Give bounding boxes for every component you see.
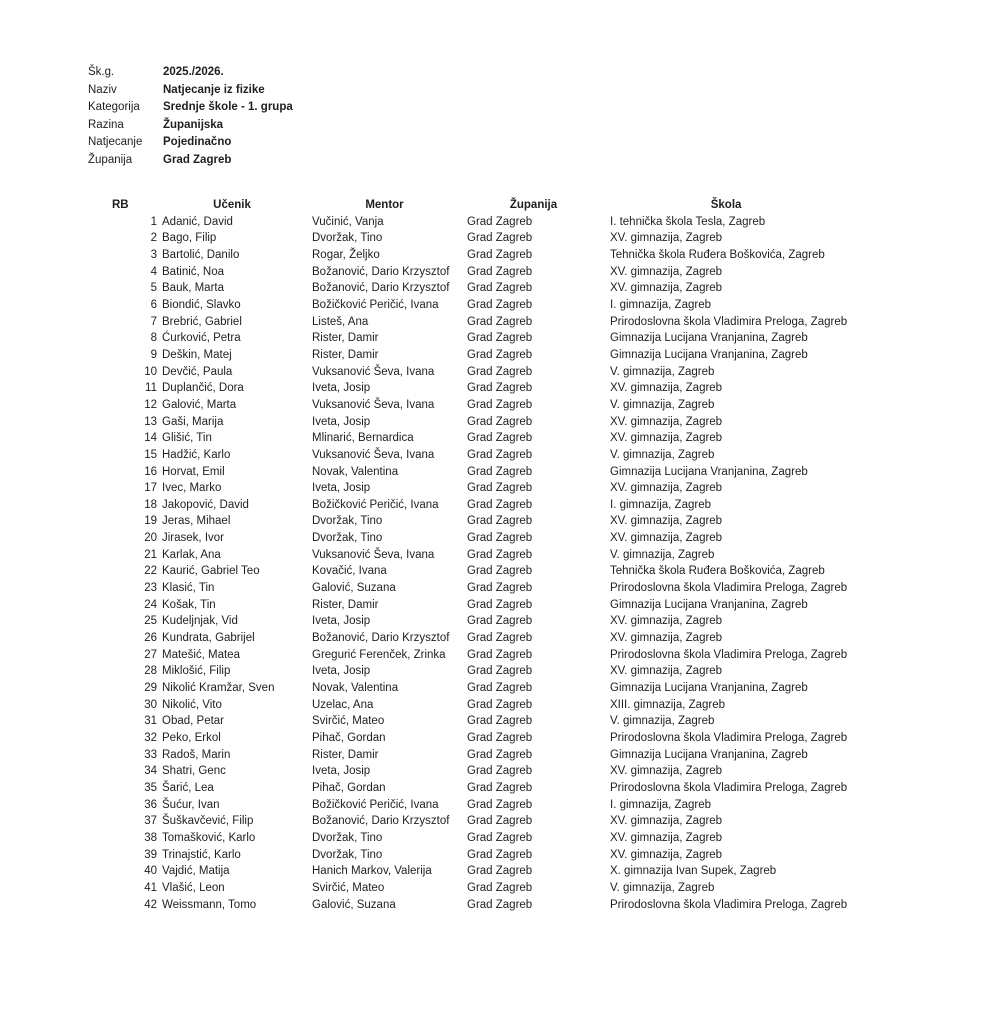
cell-zupanija: Grad Zagreb: [467, 315, 533, 328]
cell-mentor: Dvoržak, Tino: [312, 232, 383, 245]
table-row: [107, 647, 847, 664]
cell-ucenik: Šuškavčević, Filip: [162, 815, 254, 828]
cell-ucenik: Glišić, Tin: [162, 432, 212, 445]
cell-mentor: Mlinarić, Bernardica: [312, 432, 414, 445]
table-row: [107, 880, 847, 897]
table-row: [107, 264, 847, 281]
cell-mentor: Listeš, Ana: [312, 315, 369, 328]
cell-zupanija: Grad Zagreb: [467, 748, 533, 761]
cell-skola: Prirodoslovna škola Vladimira Preloga, Zagreb: [610, 781, 848, 794]
cell-mentor: Novak, Valentina: [312, 682, 399, 695]
table-row: [107, 230, 847, 247]
cell-zupanija: Grad Zagreb: [467, 498, 533, 511]
cell-rb: 35: [144, 781, 157, 794]
cell-skola: XV. gimnazija, Zagreb: [610, 848, 723, 861]
cell-mentor: Galović, Suzana: [312, 898, 396, 911]
meta-row: [88, 152, 293, 170]
cell-ucenik: Nikolić, Vito: [162, 698, 222, 711]
cell-zupanija: Grad Zagreb: [467, 848, 533, 861]
cell-ucenik: Duplančić, Dora: [162, 382, 244, 395]
table-header-row: [107, 197, 847, 214]
cell-mentor: Božanović, Dario Krzysztof: [312, 632, 450, 645]
cell-zupanija: Grad Zagreb: [467, 582, 533, 595]
cell-zupanija: Grad Zagreb: [467, 615, 533, 628]
cell-mentor: Pihač, Gordan: [312, 732, 386, 744]
cell-mentor: Božanović, Dario Krzysztof: [312, 815, 450, 828]
cell-zupanija: Grad Zagreb: [467, 831, 533, 844]
cell-mentor: Novak, Valentina: [312, 465, 399, 478]
cell-mentor: Božičković Peričić, Ivana: [312, 498, 439, 511]
cell-mentor: Iveta, Josip: [312, 765, 371, 778]
cell-skola: Gimnazija Lucijana Vranjanina, Zagreb: [610, 748, 808, 761]
meta-label: Razina: [88, 118, 124, 131]
cell-ucenik: Kudeljnjak, Vid: [162, 615, 238, 628]
cell-ucenik: Bauk, Marta: [162, 282, 224, 295]
cell-mentor: Vučinić, Vanja: [312, 215, 384, 228]
cell-zupanija: Grad Zagreb: [467, 415, 533, 428]
cell-skola: XV. gimnazija, Zagreb: [610, 515, 723, 528]
cell-mentor: Vuksanović Ševa, Ivana: [312, 398, 435, 411]
cell-ucenik: Trinajstić, Karlo: [162, 848, 241, 861]
table-row: [107, 464, 847, 481]
cell-mentor: Iveta, Josip: [312, 382, 371, 395]
cell-zupanija: Grad Zagreb: [467, 665, 533, 678]
table-row: [107, 563, 847, 580]
meta-label: Naziv: [88, 83, 117, 96]
cell-zupanija: Grad Zagreb: [467, 765, 533, 778]
cell-zupanija: Grad Zagreb: [467, 898, 533, 911]
cell-zupanija: Grad Zagreb: [467, 632, 533, 645]
cell-skola: XV. gimnazija, Zagreb: [610, 665, 723, 678]
cell-ucenik: Galović, Marta: [162, 398, 237, 411]
col-header-ucenik: Učenik: [213, 199, 251, 211]
cell-zupanija: Grad Zagreb: [467, 265, 533, 278]
results-section: [107, 197, 847, 913]
cell-ucenik: Šućur, Ivan: [162, 798, 220, 811]
cell-ucenik: Hadžić, Karlo: [162, 448, 231, 461]
cell-zupanija: Grad Zagreb: [467, 698, 533, 711]
cell-mentor: Svirčić, Mateo: [312, 881, 385, 894]
cell-skola: Prirodoslovna škola Vladimira Preloga, Zagreb: [610, 582, 848, 595]
cell-rb: 25: [144, 615, 157, 628]
cell-skola: XIII. gimnazija, Zagreb: [610, 698, 726, 711]
table-row: [107, 580, 847, 597]
cell-rb: 22: [144, 565, 157, 578]
cell-ucenik: Brebrić, Gabriel: [162, 315, 242, 328]
cell-rb: 3: [150, 248, 157, 261]
cell-zupanija: Grad Zagreb: [467, 598, 533, 611]
meta-value: Srednje škole - 1. grupa: [163, 101, 293, 113]
cell-skola: I. gimnazija, Zagreb: [610, 798, 711, 811]
cell-ucenik: Matešić, Matea: [162, 648, 240, 661]
cell-ucenik: Deškin, Matej: [162, 348, 232, 361]
cell-mentor: Uzelac, Ana: [312, 698, 374, 711]
table-row: [107, 397, 847, 414]
cell-rb: 39: [144, 848, 157, 861]
cell-mentor: Rister, Damir: [312, 332, 379, 345]
cell-rb: 10: [144, 365, 157, 378]
cell-ucenik: Batinić, Noa: [162, 265, 225, 278]
table-row: [107, 380, 847, 397]
cell-rb: 18: [144, 498, 157, 511]
cell-rb: 31: [144, 715, 157, 728]
cell-rb: 12: [144, 398, 157, 411]
cell-skola: I. tehnička škola Tesla, Zagreb: [610, 215, 766, 228]
cell-skola: Tehnička škola Ruđera Boškovića, Zagreb: [610, 248, 825, 261]
cell-zupanija: Grad Zagreb: [467, 398, 533, 411]
cell-rb: 11: [145, 382, 157, 395]
cell-ucenik: Biondić, Slavko: [162, 298, 241, 311]
cell-mentor: Rister, Damir: [312, 348, 379, 361]
meta-row: [88, 117, 293, 135]
cell-ucenik: Jakopović, David: [162, 498, 249, 511]
cell-skola: X. gimnazija Ivan Supek, Zagreb: [610, 865, 777, 878]
cell-mentor: Svirčić, Mateo: [312, 715, 385, 728]
cell-zupanija: Grad Zagreb: [467, 332, 533, 345]
cell-ucenik: Horvat, Emil: [162, 465, 225, 478]
cell-ucenik: Kundrata, Gabrijel: [162, 632, 255, 645]
cell-zupanija: Grad Zagreb: [467, 798, 533, 811]
cell-skola: Prirodoslovna škola Vladimira Preloga, Zagreb: [610, 315, 848, 328]
cell-mentor: Dvoržak, Tino: [312, 515, 383, 528]
table-row: [107, 763, 847, 780]
meta-row: [88, 64, 293, 82]
table-row: [107, 314, 847, 331]
table-row: [107, 364, 847, 381]
cell-zupanija: Grad Zagreb: [467, 282, 533, 295]
cell-skola: XV. gimnazija, Zagreb: [610, 532, 723, 545]
meta-label: Šk.g.: [88, 66, 115, 78]
cell-rb: 32: [144, 732, 157, 744]
cell-mentor: Hanich Markov, Valerija: [312, 865, 432, 878]
table-row: [107, 330, 847, 347]
cell-ucenik: Obad, Petar: [162, 715, 225, 728]
cell-skola: XV. gimnazija, Zagreb: [610, 765, 723, 778]
cell-mentor: Božičković Peričić, Ivana: [312, 298, 439, 311]
cell-zupanija: Grad Zagreb: [467, 732, 533, 744]
cell-rb: 5: [150, 282, 157, 295]
meta-value: Županijska: [163, 118, 224, 131]
table-row: [107, 513, 847, 530]
cell-zupanija: Grad Zagreb: [467, 781, 533, 794]
cell-skola: Prirodoslovna škola Vladimira Preloga, Zagreb: [610, 898, 848, 911]
cell-mentor: Iveta, Josip: [312, 482, 371, 495]
cell-rb: 24: [144, 598, 157, 611]
cell-ucenik: Miklošić, Filip: [162, 665, 231, 678]
cell-skola: XV. gimnazija, Zagreb: [610, 232, 723, 245]
cell-rb: 21: [144, 548, 157, 561]
cell-ucenik: Vajdić, Matija: [162, 865, 230, 878]
cell-zupanija: Grad Zagreb: [467, 881, 533, 894]
cell-rb: 34: [144, 765, 157, 778]
cell-mentor: Božičković Peričić, Ivana: [312, 798, 439, 811]
cell-ucenik: Bartolić, Danilo: [162, 248, 240, 261]
results-table-body: [107, 214, 847, 914]
cell-rb: 23: [144, 582, 157, 595]
competition-metadata: [88, 64, 293, 169]
cell-skola: XV. gimnazija, Zagreb: [610, 831, 723, 844]
col-header-skola: Škola: [710, 199, 742, 211]
cell-zupanija: Grad Zagreb: [467, 715, 533, 728]
cell-zupanija: Grad Zagreb: [467, 382, 533, 395]
meta-value: 2025./2026.: [163, 66, 224, 78]
cell-rb: 37: [144, 815, 157, 828]
cell-zupanija: Grad Zagreb: [467, 348, 533, 361]
cell-skola: Tehnička škola Ruđera Boškovića, Zagreb: [610, 565, 825, 578]
cell-ucenik: Nikolić Kramžar, Sven: [162, 682, 275, 695]
cell-rb: 6: [150, 298, 157, 311]
cell-zupanija: Grad Zagreb: [467, 248, 533, 261]
cell-mentor: Vuksanović Ševa, Ivana: [312, 548, 435, 561]
cell-mentor: Galović, Suzana: [312, 582, 396, 595]
cell-rb: 13: [144, 415, 157, 428]
table-row: [107, 497, 847, 514]
cell-zupanija: Grad Zagreb: [467, 565, 533, 578]
cell-skola: XV. gimnazija, Zagreb: [610, 382, 723, 395]
table-row: [107, 747, 847, 764]
cell-zupanija: Grad Zagreb: [467, 865, 533, 878]
cell-mentor: Iveta, Josip: [312, 415, 371, 428]
table-row: [107, 414, 847, 431]
cell-rb: 41: [144, 881, 157, 894]
cell-skola: Gimnazija Lucijana Vranjanina, Zagreb: [610, 465, 808, 478]
cell-skola: XV. gimnazija, Zagreb: [610, 265, 723, 278]
cell-skola: XV. gimnazija, Zagreb: [610, 432, 723, 445]
cell-rb: 19: [144, 515, 157, 528]
cell-zupanija: Grad Zagreb: [467, 215, 533, 228]
cell-ucenik: Bago, Filip: [162, 232, 217, 245]
cell-skola: Gimnazija Lucijana Vranjanina, Zagreb: [610, 348, 808, 361]
cell-skola: XV. gimnazija, Zagreb: [610, 482, 723, 495]
table-row: [107, 297, 847, 314]
meta-value: Grad Zagreb: [163, 153, 232, 166]
cell-skola: I. gimnazija, Zagreb: [610, 298, 711, 311]
cell-skola: Gimnazija Lucijana Vranjanina, Zagreb: [610, 682, 808, 695]
cell-zupanija: Grad Zagreb: [467, 682, 533, 695]
cell-mentor: Kovačić, Ivana: [312, 565, 387, 578]
meta-row: [88, 134, 293, 152]
meta-row: [88, 99, 293, 117]
cell-rb: 28: [144, 665, 157, 678]
cell-ucenik: Jeras, Mihael: [162, 515, 231, 528]
cell-mentor: Božanović, Dario Krzysztof: [312, 265, 450, 278]
cell-ucenik: Gaši, Marija: [162, 415, 224, 428]
table-row: [107, 863, 847, 880]
cell-ucenik: Klasić, Tin: [162, 582, 215, 595]
cell-rb: 16: [144, 465, 157, 478]
cell-mentor: Vuksanović Ševa, Ivana: [312, 365, 435, 378]
cell-mentor: Pihač, Gordan: [312, 781, 386, 794]
cell-zupanija: Grad Zagreb: [467, 465, 533, 478]
cell-mentor: Rister, Damir: [312, 598, 379, 611]
cell-skola: Prirodoslovna škola Vladimira Preloga, Zagreb: [610, 732, 848, 744]
cell-rb: 1: [150, 215, 157, 228]
cell-rb: 14: [144, 432, 157, 445]
cell-rb: 4: [150, 265, 157, 278]
table-row: [107, 530, 847, 547]
cell-rb: 27: [144, 648, 157, 661]
cell-mentor: Rister, Damir: [312, 748, 379, 761]
cell-ucenik: Peko, Erkol: [162, 732, 221, 744]
cell-skola: Gimnazija Lucijana Vranjanina, Zagreb: [610, 598, 808, 611]
cell-zupanija: Grad Zagreb: [467, 432, 533, 445]
cell-zupanija: Grad Zagreb: [467, 532, 533, 545]
cell-rb: 38: [144, 831, 157, 844]
cell-skola: V. gimnazija, Zagreb: [610, 548, 715, 561]
cell-ucenik: Jirasek, Ivor: [162, 532, 224, 545]
meta-value: Natjecanje iz fizike: [163, 83, 265, 96]
cell-mentor: Božanović, Dario Krzysztof: [312, 282, 450, 295]
cell-skola: XV. gimnazija, Zagreb: [610, 632, 723, 645]
cell-ucenik: Adanić, David: [162, 215, 233, 228]
table-row: [107, 214, 847, 231]
cell-mentor: Dvoržak, Tino: [312, 848, 383, 861]
table-row: [107, 663, 847, 680]
cell-rb: 33: [144, 748, 157, 761]
cell-mentor: Vuksanović Ševa, Ivana: [312, 448, 435, 461]
table-row: [107, 347, 847, 364]
table-row: [107, 630, 847, 647]
cell-skola: V. gimnazija, Zagreb: [610, 448, 715, 461]
cell-skola: Gimnazija Lucijana Vranjanina, Zagreb: [610, 332, 808, 345]
cell-ucenik: Karlak, Ana: [162, 548, 221, 561]
table-row: [107, 847, 847, 864]
col-header-rb: RB: [112, 199, 129, 211]
table-row: [107, 713, 847, 730]
cell-rb: 15: [144, 448, 157, 461]
meta-value: Pojedinačno: [163, 136, 232, 148]
cell-zupanija: Grad Zagreb: [467, 815, 533, 828]
meta-label: Natjecanje: [88, 136, 143, 148]
cell-mentor: Rogar, Željko: [312, 248, 380, 261]
table-row: [107, 813, 847, 830]
cell-zupanija: Grad Zagreb: [467, 365, 533, 378]
cell-zupanija: Grad Zagreb: [467, 298, 533, 311]
table-row: [107, 897, 847, 914]
cell-zupanija: Grad Zagreb: [467, 232, 533, 245]
cell-skola: I. gimnazija, Zagreb: [610, 498, 711, 511]
cell-rb: 2: [150, 232, 157, 245]
cell-ucenik: Radoš, Marin: [162, 748, 231, 761]
table-row: [107, 613, 847, 630]
cell-rb: 8: [150, 332, 157, 345]
cell-ucenik: Ivec, Marko: [162, 482, 222, 495]
cell-ucenik: Devčić, Paula: [162, 365, 233, 378]
cell-mentor: Gregurić Ferenček, Zrinka: [312, 648, 446, 661]
results-table: [107, 197, 847, 913]
cell-rb: 42: [144, 898, 157, 911]
cell-rb: 9: [150, 348, 157, 361]
table-row: [107, 830, 847, 847]
table-row: [107, 680, 847, 697]
cell-ucenik: Vlašić, Leon: [162, 881, 225, 894]
cell-skola: V. gimnazija, Zagreb: [610, 715, 715, 728]
cell-mentor: Dvoržak, Tino: [312, 831, 383, 844]
cell-skola: Prirodoslovna škola Vladimira Preloga, Zagreb: [610, 648, 848, 661]
meta-label: Županija: [88, 153, 133, 166]
table-row: [107, 797, 847, 814]
table-row: [107, 780, 847, 797]
cell-zupanija: Grad Zagreb: [467, 448, 533, 461]
cell-skola: V. gimnazija, Zagreb: [610, 881, 715, 894]
cell-skola: V. gimnazija, Zagreb: [610, 398, 715, 411]
meta-row: [88, 82, 293, 100]
cell-ucenik: Šarić, Lea: [162, 781, 214, 794]
meta-label: Kategorija: [88, 101, 140, 113]
cell-skola: XV. gimnazija, Zagreb: [610, 282, 723, 295]
cell-ucenik: Tomašković, Karlo: [162, 831, 256, 844]
table-row: [107, 247, 847, 264]
table-row: [107, 697, 847, 714]
cell-rb: 30: [144, 698, 157, 711]
table-row: [107, 730, 847, 747]
cell-zupanija: Grad Zagreb: [467, 482, 533, 495]
table-row: [107, 447, 847, 464]
cell-skola: XV. gimnazija, Zagreb: [610, 415, 723, 428]
cell-rb: 26: [144, 632, 157, 645]
table-row: [107, 280, 847, 297]
col-header-zupanija: Županija: [509, 199, 558, 211]
cell-rb: 36: [144, 798, 157, 811]
cell-skola: V. gimnazija, Zagreb: [610, 365, 715, 378]
cell-zupanija: Grad Zagreb: [467, 548, 533, 561]
cell-mentor: Iveta, Josip: [312, 665, 371, 678]
cell-zupanija: Grad Zagreb: [467, 648, 533, 661]
cell-zupanija: Grad Zagreb: [467, 515, 533, 528]
cell-ucenik: Shatri, Genc: [162, 765, 226, 778]
cell-ucenik: Ćurković, Petra: [162, 332, 241, 345]
cell-rb: 29: [144, 682, 157, 695]
cell-rb: 7: [150, 315, 157, 328]
col-header-mentor: Mentor: [365, 199, 404, 211]
table-row: [107, 547, 847, 564]
cell-ucenik: Košak, Tin: [162, 598, 216, 611]
cell-mentor: Dvoržak, Tino: [312, 532, 383, 545]
table-row: [107, 597, 847, 614]
cell-skola: XV. gimnazija, Zagreb: [610, 815, 723, 828]
table-row: [107, 430, 847, 447]
cell-ucenik: Weissmann, Tomo: [162, 898, 257, 911]
cell-skola: XV. gimnazija, Zagreb: [610, 615, 723, 628]
cell-rb: 40: [144, 865, 157, 878]
cell-rb: 17: [144, 482, 157, 495]
table-row: [107, 480, 847, 497]
cell-mentor: Iveta, Josip: [312, 615, 371, 628]
cell-ucenik: Kaurić, Gabriel Teo: [162, 565, 260, 578]
cell-rb: 20: [144, 532, 157, 545]
